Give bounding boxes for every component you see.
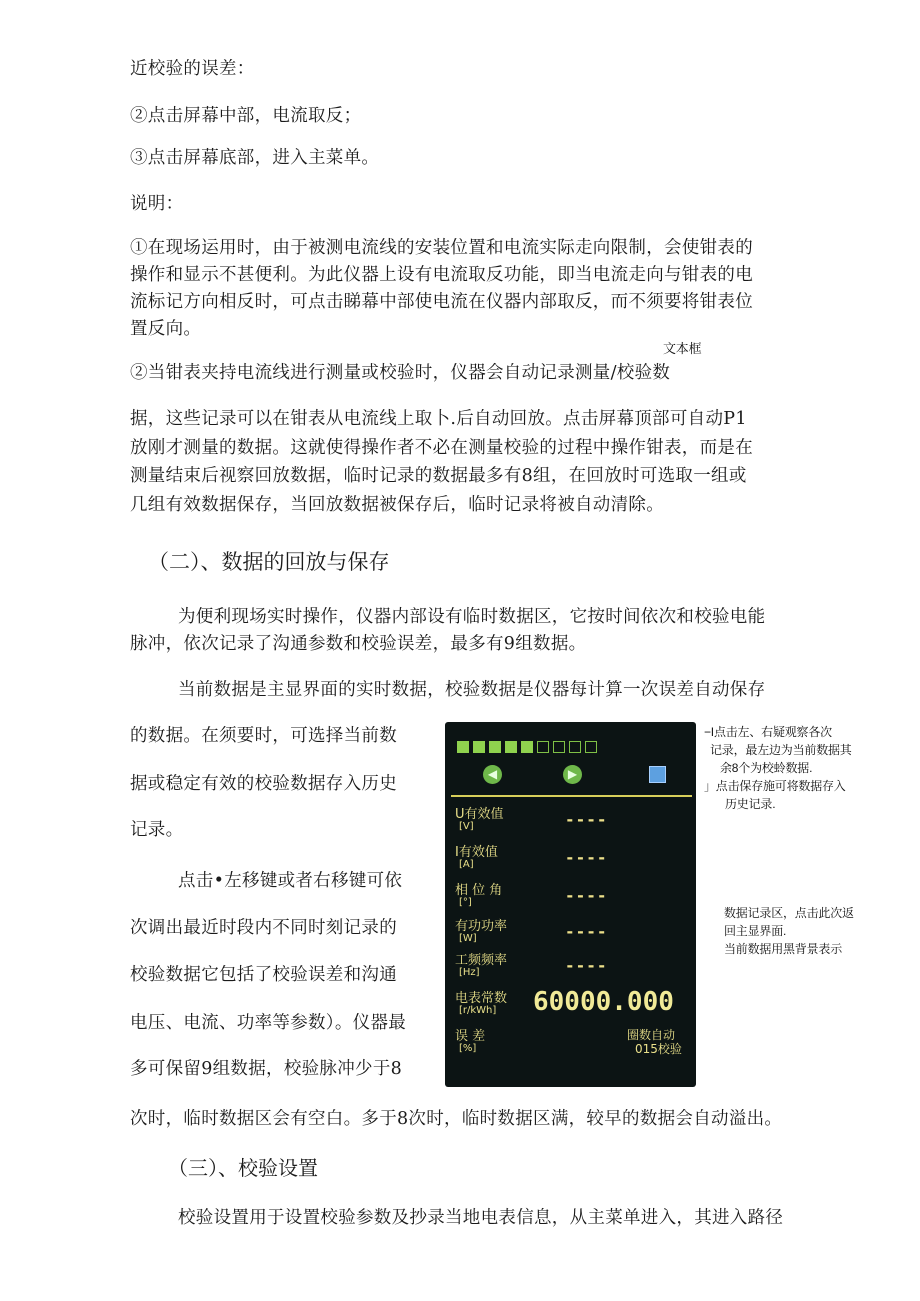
annotation-1-line-4: 」点击保存施可将数据存入 — [704, 779, 846, 793]
phase-angle-label: 相 位 角 [°] — [455, 883, 503, 908]
leftcol2-line-4: 电压、电流、功率等参数）。仪器最 — [130, 1013, 407, 1033]
annotation-1-line-5: 历史记录. — [725, 797, 776, 811]
leftcol2-line-5: 多可保留9组数据，校验脉冲少于8 — [130, 1059, 403, 1079]
record-indicator[interactable] — [473, 741, 485, 753]
full-line: 次时，临时数据区会有空白。多于8次时，临时数据区满，较早的数据会自动溢出。 — [130, 1109, 783, 1129]
para2-line-2: 脉冲，依次记录了沟通参数和校验误差，最多有9组数据。 — [130, 634, 587, 654]
leftcol2-line-3: 校验数据它包括了校验误差和沟通 — [130, 965, 397, 985]
annotation-2-line-1: 数据记录区，点击此次返 — [724, 906, 854, 920]
device-screen — [445, 722, 696, 1087]
note2-line-4: 测量结束后视察回放数据，临时记录的数据最多有8组，在回放时可选取一组或 — [130, 466, 747, 486]
section-heading-2: （二）、数据的回放与保存 — [148, 551, 390, 574]
active-power-value: ---- — [565, 922, 608, 941]
intro-line-4: 说明： — [130, 194, 184, 214]
leftcol2-line-1: 点击•左移键或者右移键可依 — [178, 871, 403, 891]
save-icon[interactable] — [649, 766, 666, 783]
intro-line-1: 近校验的误差： — [130, 59, 255, 79]
mode-line-1: 圈数自动 — [627, 1028, 676, 1042]
error-label: 误 差 [%] — [455, 1029, 486, 1054]
i-rms-value: ---- — [565, 848, 608, 867]
textbox-label: 文本框 — [663, 341, 702, 356]
leftcol-line-1: 的数据。在须要时，可选择当前数 — [130, 726, 397, 746]
note1-line-3: 流标记方向相反时，可点击睇幕中部使电流在仪器内部取反，而不须要将钳表位 — [130, 292, 753, 312]
annotation-2-line-2: 回主显界面. — [724, 924, 787, 938]
note1-line-1: ①在现场运用时，由于被测电流线的安装位置和电流实际走向限制，会使钳表的 — [130, 238, 753, 258]
annotation-2-line-3: 当前数据用黑背景表示 — [724, 942, 843, 956]
para2-line-1: 为便利现场实时操作，仪器内部设有临时数据区，它按时间依次和校验电能 — [178, 607, 766, 627]
record-indicator[interactable] — [585, 741, 597, 753]
note2-line-2: 据，这些记录可以在钳表从电流线上取卜.后自动回放。点击屏幕顶部可自动P1 — [130, 409, 747, 429]
leftcol-line-2: 据或稳定有效的校验数据存入历史 — [130, 774, 397, 794]
record-indicator[interactable] — [489, 741, 501, 753]
leftcol2-line-2: 次调出最近时段内不同时刻记录的 — [130, 918, 397, 938]
record-indicator[interactable] — [457, 741, 469, 753]
mode-line-2: 015校验 — [635, 1042, 682, 1056]
section-heading-3: （三）、校验设置 — [168, 1158, 318, 1180]
para3-line-1: 当前数据是主显界面的实时数据，校验数据是仪器每计算一次误差自动保存 — [178, 680, 766, 700]
phase-angle-value: ---- — [565, 886, 608, 905]
record-indicator[interactable] — [521, 741, 533, 753]
meter-constant-label: 电表常数 [r/kWh] — [455, 991, 508, 1016]
note2-line-5: 几组有效数据保存，当回放数据被保存后，临时记录将被自动清除。 — [130, 495, 664, 515]
record-indicator[interactable] — [505, 741, 517, 753]
active-power-label: 有功功率 [W] — [455, 919, 508, 944]
frequency-label: 工频频率 [Hz] — [455, 953, 508, 978]
meter-constant-value: 60000.000 — [533, 987, 674, 1017]
i-rms-label: I有效值 [A] — [455, 845, 498, 870]
record-indicator[interactable] — [553, 741, 565, 753]
left-arrow-icon[interactable]: ◀ — [483, 765, 502, 784]
right-arrow-icon[interactable]: ▶ — [563, 765, 582, 784]
separator-line — [451, 795, 692, 797]
annotation-1-line-2: 记录，最左边为当前数据其 — [710, 743, 852, 757]
note2-line-3: 放刚才测量的数据。这就使得操作者不必在测量校验的过程中操作钳表，而是在 — [130, 438, 753, 458]
note2-line-1: ②当钳表夹持电流线进行测量或校验时，仪器会自动记录测量/校验数 — [130, 363, 671, 383]
record-indicator[interactable] — [569, 741, 581, 753]
u-rms-label: U有效值 [V] — [455, 807, 504, 832]
u-rms-value: ---- — [565, 810, 608, 829]
intro-line-3: ③点击屏幕底部，进入主菜单。 — [130, 148, 380, 168]
note1-line-2: 操作和显示不甚便利。为此仪器上设有电流取反功能，即当电流走向与钳表的电 — [130, 265, 753, 285]
leftcol-line-3: 记录。 — [130, 820, 184, 840]
frequency-value: ---- — [565, 956, 608, 975]
note1-line-4: 置反向。 — [130, 319, 202, 339]
record-indicator[interactable] — [537, 741, 549, 753]
annotation-1-line-3: 余8个为校蛉数据. — [720, 761, 813, 775]
intro-line-2: ②点击屏幕中部，电流取反； — [130, 106, 362, 126]
last-line: 校验设置用于设置校验参数及抄录当地电表信息，从主菜单进入，其进入路径 — [178, 1208, 784, 1228]
annotation-1-line-1: −Ι点击左、右疑观察各次 — [704, 725, 832, 739]
